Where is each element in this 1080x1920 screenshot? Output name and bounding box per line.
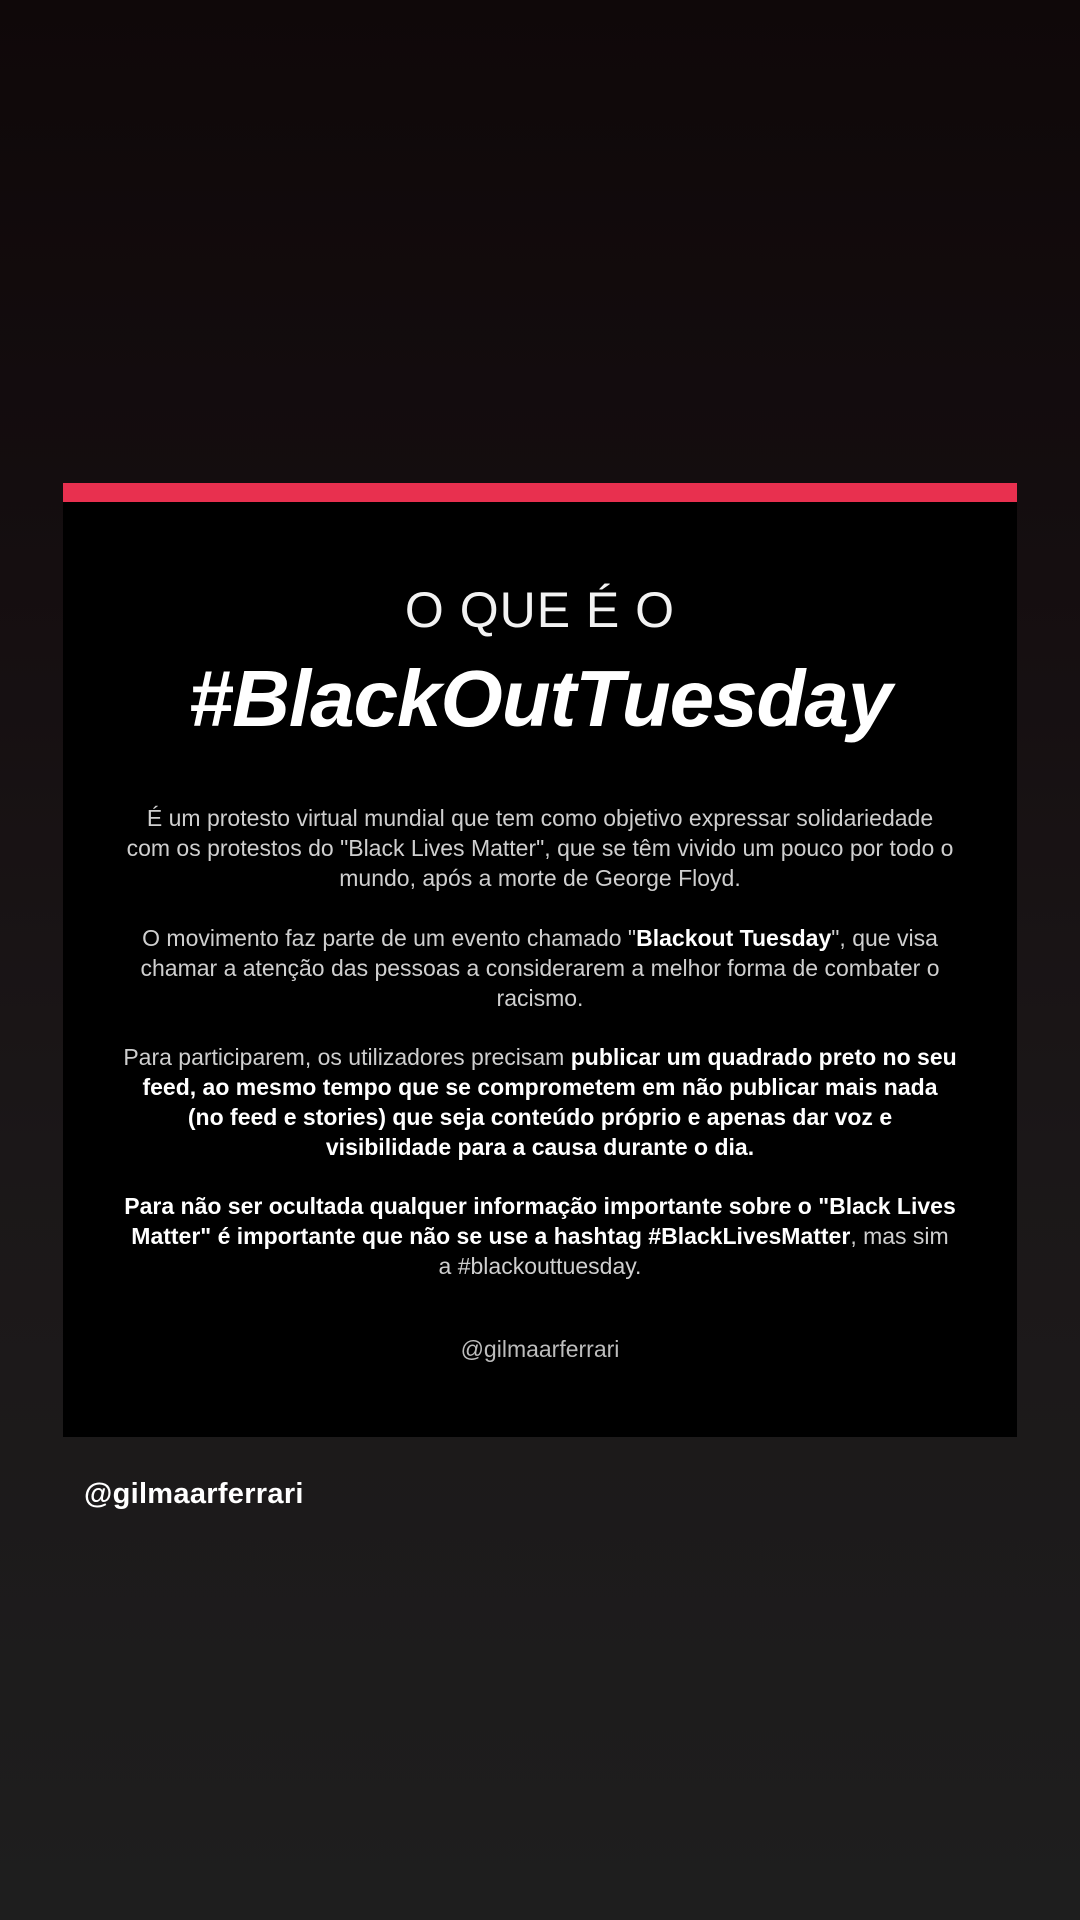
card-handle: @gilmaarferrari (460, 1336, 620, 1362)
paragraph-3-bold: publicar um quadrado preto no seu feed, ao mesmo tempo que se comprometem em não publicar mais nada (no feed e stories) que seja conteúdo próprio e apenas dar voz e visibilidade para a causa durante o dia. (142, 1044, 957, 1160)
post-card (63, 483, 1017, 1437)
paragraph-4-text-end: , mas sim a #blackouttuesday. (438, 1223, 949, 1279)
accent-bar (63, 483, 1017, 502)
paragraph-3 (123, 1042, 957, 1162)
heading-small: O QUE É O (404, 582, 676, 638)
paragraph-2-bold: Blackout Tuesday (636, 925, 832, 951)
paragraph-3-text-start: Para participarem, os utilizadores precisam (123, 1044, 571, 1070)
paragraph-1 (123, 803, 957, 893)
paragraph-4-bold: Para não ser ocultada qualquer informação importante sobre o "Black Lives Matter" é importante que não se use a hashtag #BlackLivesMatter (124, 1193, 956, 1249)
paragraph-1-text: É um protesto virtual mundial que tem como objetivo expressar solidariedade com os protestos do "Black Lives Matter", que se têm vivido um pouco por todo o mundo, após a morte de George Floyd. (126, 805, 954, 891)
heading-hashtag: #BlackOutTuesday (188, 654, 892, 743)
mention-sticker[interactable]: @gilmaarferrari (84, 1478, 304, 1510)
paragraph-4 (123, 1191, 957, 1281)
paragraph-2-text-start: O movimento faz parte de um evento chamado " (142, 925, 637, 951)
paragraph-2 (123, 923, 957, 1013)
paragraph-2-text-end: ", que visa chamar a atenção das pessoas a considerarem a melhor forma de combater o racismo. (140, 925, 940, 1011)
